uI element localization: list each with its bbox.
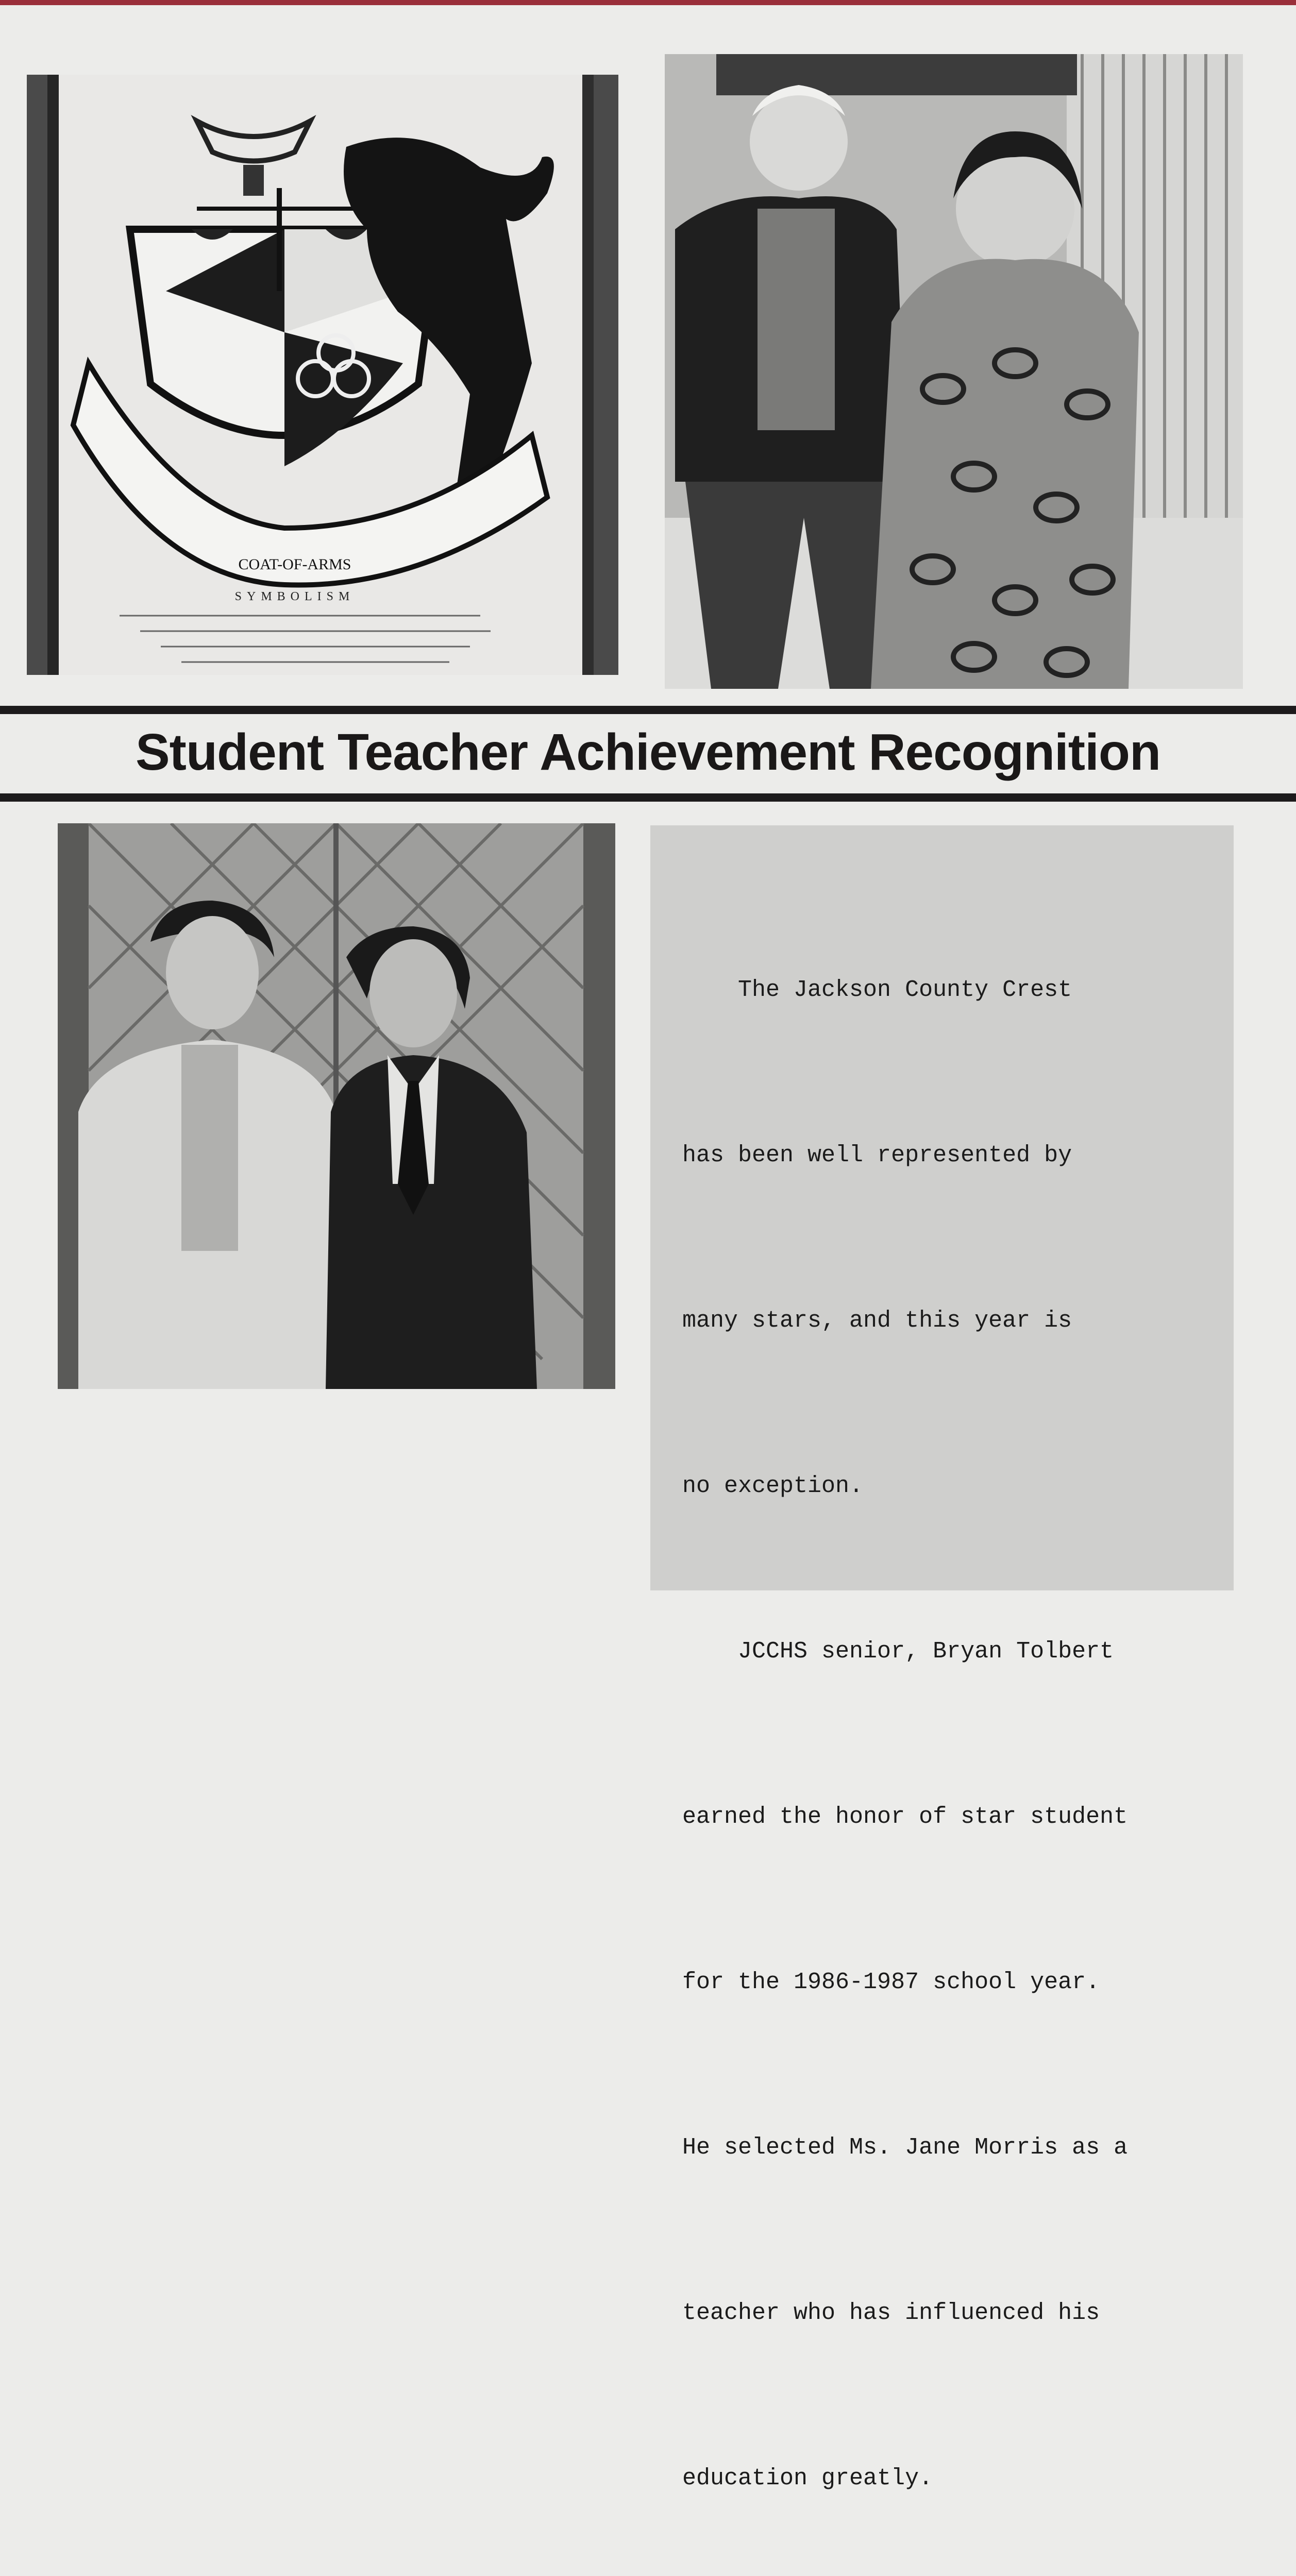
star-student-teacher-photo (58, 823, 615, 1389)
coat-of-arms-photo (27, 75, 618, 675)
page-top-edge (0, 0, 1296, 5)
teacher-and-student-lattice-icon (58, 823, 615, 1389)
student-and-teacher-photo-icon (665, 54, 1243, 689)
article-line: earned the honor of star student (682, 1804, 1128, 1830)
article-text (682, 852, 1218, 2576)
article-line: for the 1986-1987 school year. (682, 1969, 1100, 1995)
article-line: The Jackson County Crest (682, 977, 1072, 1003)
article-panel (650, 825, 1234, 2492)
coat-of-arms-poster-icon (27, 75, 618, 675)
article-line: has been well represented by (682, 1142, 1072, 1168)
student-teacher-photo (665, 54, 1243, 689)
article-line: He selected Ms. Jane Morris as a (682, 2134, 1128, 2161)
page-headline: Student Teacher Achievement Recognition (135, 723, 1161, 781)
article-line: no exception. (682, 1473, 864, 1499)
article-line: teacher who has influenced his (682, 2300, 1100, 2326)
article-line: JCCHS senior, Bryan Tolbert (682, 1638, 1114, 1665)
symbolism-caption: SYMBOLISM (234, 590, 355, 603)
coat-of-arms-caption: COAT-OF-ARMS (238, 556, 351, 573)
headline-rule-top (0, 706, 1296, 714)
article-line: education greatly. (682, 2465, 933, 2492)
headline-rule-bottom (0, 793, 1296, 802)
article-line: many stars, and this year is (682, 1308, 1072, 1334)
